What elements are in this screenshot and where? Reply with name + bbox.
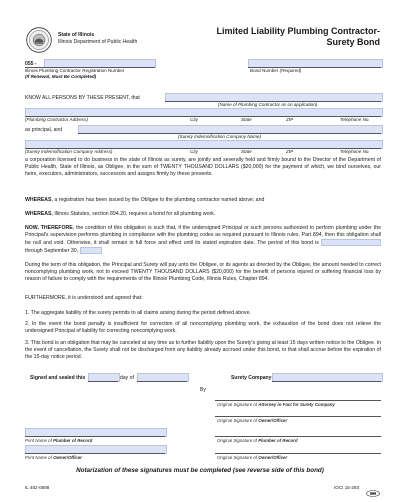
contractor-phone-label: Telephone No. [340,117,370,122]
surety-address-label: (Surety Indemnification Company Address) [25,149,113,154]
know-all-text: KNOW ALL PERSONS BY THESE PRESENT, that [25,95,140,101]
during-term-paragraph: During the term of this obligation, the Principal and Surety will pay unto the Obligee, or its agents as directed by the Obligee, the amount needed to correct noncomplying plumbing work, not to exceed TWENTY THOUSAND DOLLARS ($20,000) for the benefit of persons injured or suffering financial loss by reason of failure to comply with the requirements of the Illinois Plumbing Code, Illinois Rules, Chapter 894. [25,262,381,282]
bond-number-label: Bond Number (Required) [250,68,302,73]
union-bug-icon [366,484,380,491]
contractor-name-label: (Name of Plumbing Contractor as on application) [218,102,318,107]
whereas-registration: WHEREAS, a registration has been issued by the Obligee to the plumbing contractor named above; and [25,197,265,203]
condition-item-2: 2. In the event the bond penalty is insufficient for correction of all noncomplying plumbing work, the exhaustion of the bond does not relieve the undersigned Principal of liability for correcting noncomplying work. [25,321,381,334]
state-seal-icon [26,27,52,53]
surety-name-label: (Surety Indemnification Company Name) [178,134,261,139]
day-of-text: day of [120,375,134,381]
agency-name: State of Illinois [58,32,95,38]
bond-period-start-field[interactable] [321,239,381,246]
surety-state-label: State [241,149,252,154]
bond-period-year-field[interactable] [80,247,102,254]
contractor-zip-label: ZIP [286,117,294,122]
print-plumber-label: Print Name of Plumber of Record [25,438,93,443]
surety-company-label: Surety Company [231,375,272,381]
agency-department: Illinois Department of Public Health [58,39,138,45]
surety-owner-signature-label: Original Signature of Owner/Officer [217,418,288,423]
attorney-signature-label: Original Signature of Attorney in Fact for Surety Company [217,402,335,407]
form-number-left: IL 482-0688 [25,485,50,490]
signed-sealed-text: Signed and sealed this [30,375,86,381]
contractor-state-label: State [241,117,252,122]
form-title-line1: Limited Liability Plumbing Contractor- [216,26,380,36]
registration-label: Illinois Plumbing Contractor Registration Number [25,68,125,73]
print-owner-label: Print Name of Owner/Officer [25,455,83,460]
notarization-note: Notarization of these signatures must be completed (see reverse side of this bond) [76,467,324,474]
condition-item-1: 1. The aggregate liability of the surety permits to all claims arising during the period defined above. [25,310,251,316]
contractor-city-label: City [190,117,198,122]
surety-zip-label: ZIP [286,149,294,154]
surety-phone-label: Telephone No. [340,149,370,154]
plumber-signature-label: Original Signature of Plumber of Record [217,438,298,443]
bond-paragraph: a corporation licensed to do business in the state of Illinois as surety, are jointly and severally held and firmly bound to the Director of the Department of Public Health, State of Illinois, as Obligee, in the sum of TWENTY THOUSAND DOLLARS ($20,000) for the payment of which, we bind ourselves, our heirs, executors, administrators, successors and assigns firmly by these presents. [25,157,381,177]
condition-item-3: 3. This bond is an obligation that may be canceled at any time as to further liability upon the Surety's giving at least 15 days written notice to the Obligee. In the event of cancellation, the Surety shall not be discharged from any liability already accrued under this bond, or that shall accrue before the expiration of the 15-day notice period. [25,340,381,360]
whereas-statute: WHEREAS, Illinois Statutes, section 894.20, requires a bond for all plumbing work. [25,211,216,217]
by-text: By [200,387,206,393]
now-therefore-paragraph: NOW, THEREFORE, the condition of this obligation is such that, if the undersigned Principal or such persons authorized to perform plumbing under the Principal's supervision performs plumbing in compliance with the plumbing codes as required pursuant to Illinois rules, Part 894, then this obligation shall be null and void. Otherwise, it shall remain in full force and effect until its stated expiration date. The period of this bond is through September 30, [25,225,382,254]
owner-signature-label: Original Signature of Owner/Officer [217,455,288,460]
surety-city-label: City [190,149,198,154]
registration-prefix: 055 - [25,61,37,67]
form-number-right: IOCI 15-293 [334,485,360,490]
renewal-note: (If Renewal, Must Be Completed) [25,74,97,79]
as-principal-text: as principal, and [25,127,63,133]
contractor-address-label: (Plumbing Contractor Address) [25,117,88,122]
form-title-line2: Surety Bond [326,37,380,47]
furthermore-text: FURTHERMORE, it is understood and agreed that: [25,295,143,301]
